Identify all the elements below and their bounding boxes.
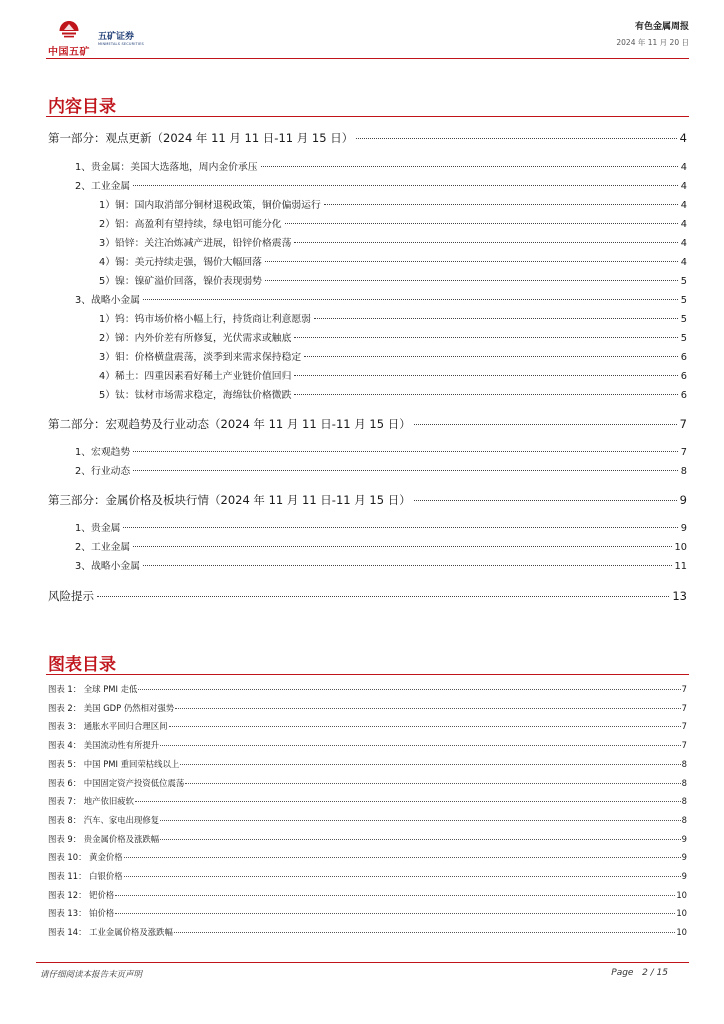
toc-entry[interactable] <box>99 368 687 382</box>
figure-entry-page: 9 <box>681 871 687 881</box>
toc-entry-label: 1）铜：国内取消部分铜材退税政策，铜价偏弱运行 <box>99 200 321 211</box>
toc-entry-page: 13 <box>672 589 687 603</box>
toc-entry-page: 5 <box>680 295 687 306</box>
figure-entry-label: 图表 7： 地产依旧疲软 <box>48 796 135 807</box>
toc-entry[interactable] <box>75 159 687 173</box>
figure-entry[interactable] <box>48 814 687 826</box>
toc-entry[interactable] <box>99 349 687 363</box>
figure-entry-label: 图表 11： 白银价格 <box>48 871 123 881</box>
toc-entry-label: 3）铅锌：关注冶炼减产进展，铅锌价格震荡 <box>99 238 292 249</box>
toc-entry-label: 2）铝：高盈利有望持续，绿电铝可能分化 <box>99 219 282 230</box>
toc-entry-label: 4）锡：美元持续走强，锡价大幅回落 <box>99 257 262 268</box>
toc-dot-leader <box>143 299 678 300</box>
toc-entry-page: 9 <box>679 493 687 507</box>
footer-page-indicator <box>611 968 668 978</box>
figure-entry[interactable] <box>48 833 687 845</box>
toc-entry[interactable] <box>75 292 687 306</box>
toc-entry-page: 6 <box>680 352 687 363</box>
figure-dot-leader <box>135 801 681 802</box>
toc-entry-page: 4 <box>680 238 687 249</box>
figure-dot-leader <box>124 876 681 877</box>
toc-entry-label: 2、工业金属 <box>75 181 131 192</box>
toc-entry[interactable] <box>48 588 687 604</box>
toc-entry[interactable] <box>75 539 687 553</box>
figure-entry-label: 图表 9： 贵金属价格及涨跌幅 <box>48 833 160 844</box>
toc-entry[interactable] <box>48 130 687 146</box>
figure-entry-label: 图表 6： 中国固定资产投资低位震荡 <box>48 777 185 788</box>
toc-entry-label: 4）稀土：四重因素看好稀土产业链价值回归 <box>99 371 292 382</box>
toc-dot-leader <box>123 527 677 528</box>
figure-entry-page: 10 <box>676 908 687 919</box>
toc-dot-leader <box>133 470 678 471</box>
toc-entry-label: 5）镍：镍矿溢价回落，镍价表现弱势 <box>99 276 262 287</box>
toc-entry-page: 11 <box>674 561 687 572</box>
toc-dot-leader <box>294 394 677 395</box>
toc-entry-page: 7 <box>679 417 687 431</box>
figure-entry-page: 9 <box>681 852 687 863</box>
toc-entry-label: 1）钨：钨市场价格小幅上行，持货商让利意愿弱 <box>99 314 311 325</box>
figure-entry-page: 8 <box>681 814 687 825</box>
toc-dot-leader <box>294 242 677 243</box>
figure-entry-page: 10 <box>676 927 687 938</box>
figure-entry-page: 8 <box>681 796 687 807</box>
logo-company-name: 中国五矿 <box>48 47 90 58</box>
report-type: 有色金属周报 <box>634 22 689 32</box>
toc-entry-label: 2）锑：内外价差有所修复，光伏需求或触底 <box>99 333 292 344</box>
toc-entry[interactable] <box>75 463 687 477</box>
toc-entry[interactable] <box>75 520 687 534</box>
figure-dot-leader <box>175 708 681 709</box>
figure-entry-page: 10 <box>676 889 687 900</box>
toc-entry-page: 4 <box>680 162 687 173</box>
figure-entry[interactable] <box>48 683 687 695</box>
figure-entry-label: 图表 3： 通胀水平回归合理区间 <box>48 721 168 732</box>
toc-dot-leader <box>314 318 678 319</box>
toc-entry-page: 6 <box>680 371 687 382</box>
footer-disclaimer: 请仔细阅读本报告末页声明 <box>40 970 143 980</box>
figure-entry[interactable] <box>48 777 687 789</box>
toc-dot-leader <box>133 546 671 547</box>
toc-entry-page: 7 <box>680 447 687 458</box>
toc-entry[interactable] <box>99 197 687 211</box>
company-logo <box>46 20 146 58</box>
toc-dot-leader <box>133 185 678 186</box>
figure-entry[interactable] <box>48 870 687 882</box>
figure-entry[interactable] <box>48 907 687 919</box>
toc-entry-page: 5 <box>680 333 687 344</box>
toc-dot-leader <box>265 261 678 262</box>
toc-entry[interactable] <box>99 273 687 287</box>
footer-divider <box>36 962 689 963</box>
toc-entry[interactable] <box>99 387 687 401</box>
toc-entry-label: 3）钼：价格横盘震荡，淡季到来需求保持稳定 <box>99 352 302 363</box>
footer-page-number: 2 / 15 <box>642 968 668 978</box>
figure-entry[interactable] <box>48 758 687 770</box>
figure-entry-page: 8 <box>681 777 687 788</box>
figure-dot-leader <box>169 726 681 727</box>
figure-dot-leader <box>174 932 675 933</box>
toc-entry[interactable] <box>75 178 687 192</box>
minmetals-emblem-icon <box>58 20 80 42</box>
figure-dot-leader <box>185 783 680 784</box>
figure-entry[interactable] <box>48 889 687 901</box>
figure-dot-leader <box>160 745 681 746</box>
figure-entry-page: 7 <box>681 721 687 732</box>
figure-entry[interactable] <box>48 851 687 863</box>
figure-dot-leader <box>124 857 681 858</box>
toc-entry-label: 1、宏观趋势 <box>75 447 131 458</box>
figure-entry-label: 图表 2： 美国 GDP 仍然相对强势 <box>48 702 175 713</box>
logo-securities-english: MINMETALS SECURITIES <box>98 42 144 46</box>
figure-entry[interactable] <box>48 702 687 714</box>
figure-dot-leader <box>115 913 675 914</box>
figure-entry-label: 图表 13： 铂价格 <box>48 908 115 919</box>
toc-dot-leader <box>261 166 678 167</box>
toc-entry-label: 3、战略小金属 <box>75 561 141 572</box>
figure-entry[interactable] <box>48 720 687 732</box>
toc-entry-label: 2、工业金属 <box>75 542 131 553</box>
toc-entry[interactable] <box>75 558 687 572</box>
figure-entry-page: 8 <box>681 758 687 769</box>
toc-title: 内容目录 <box>48 97 116 117</box>
toc-entry[interactable] <box>99 254 687 268</box>
figure-entry-label: 图表 12： 钯价格 <box>48 889 115 900</box>
toc-dot-leader <box>324 204 678 205</box>
toc-dot-leader <box>356 138 676 139</box>
figure-list-title: 图表目录 <box>48 655 116 675</box>
figure-entry-label: 图表 8： 汽车、家电出现修复 <box>48 814 160 825</box>
figure-entry-label: 图表 1： 全球 PMI 走低 <box>48 684 138 694</box>
toc-entry-page: 4 <box>680 257 687 268</box>
figure-dot-leader <box>160 839 681 840</box>
toc-entry[interactable] <box>99 311 687 325</box>
toc-entry-page: 4 <box>680 219 687 230</box>
toc-entry-label: 第三部分：金属价格及板块行情（2024 年 11 月 11 日-11 月 15 日） <box>48 493 411 507</box>
figure-entry-page: 7 <box>681 702 687 713</box>
toc-entry-label: 1、贵金属 <box>75 523 121 534</box>
figure-dot-leader <box>180 764 680 765</box>
figure-list-title-divider <box>46 674 689 675</box>
figure-dot-leader <box>115 895 675 896</box>
toc-entry[interactable] <box>75 444 687 458</box>
toc-dot-leader <box>414 500 677 501</box>
toc-dot-leader <box>133 451 678 452</box>
toc-entry[interactable] <box>48 492 687 508</box>
toc-entry-label: 1、贵金属：美国大选落地，周内金价承压 <box>75 162 258 173</box>
toc-entry[interactable] <box>99 216 687 230</box>
toc-entry[interactable] <box>99 235 687 249</box>
figure-entry-label: 图表 4： 美国流动性有所提升 <box>48 740 160 751</box>
figure-entry-page: 7 <box>681 684 687 694</box>
figure-entry-page: 7 <box>681 740 687 751</box>
figure-entry-label: 图表 10： 黄金价格 <box>48 852 123 863</box>
footer-page-prefix: Page <box>611 968 634 978</box>
header-divider <box>46 58 689 59</box>
toc-dot-leader <box>285 223 678 224</box>
toc-entry-page: 4 <box>680 200 687 211</box>
toc-dot-leader <box>294 375 677 376</box>
figure-entry-label: 图表 5： 中国 PMI 重回荣枯线以上 <box>48 758 180 769</box>
toc-dot-leader <box>265 280 678 281</box>
toc-dot-leader <box>143 565 672 566</box>
toc-entry-page: 9 <box>680 523 687 534</box>
toc-entry[interactable] <box>99 330 687 344</box>
toc-entry-label: 2、行业动态 <box>75 466 131 477</box>
toc-entry-label: 第二部分：宏观趋势及行业动态（2024 年 11 月 11 日-11 月 15 日） <box>48 417 411 431</box>
toc-entry-page: 5 <box>680 276 687 287</box>
toc-entry-label: 第一部分：观点更新（2024 年 11 月 11 日-11 月 15 日） <box>48 131 354 145</box>
figure-entry[interactable] <box>48 739 687 751</box>
figure-dot-leader <box>160 820 681 821</box>
figure-entry[interactable] <box>48 926 687 938</box>
toc-title-divider <box>46 116 689 117</box>
toc-dot-leader <box>304 356 678 357</box>
toc-entry-page: 4 <box>679 131 687 145</box>
toc-entry-page: 6 <box>680 390 687 401</box>
figure-entry[interactable] <box>48 795 687 807</box>
toc-entry-page: 8 <box>680 466 687 477</box>
report-date: 2024 年 11 月 20 日 <box>616 38 689 47</box>
figure-entry-page: 9 <box>681 833 687 844</box>
toc-entry-label: 风险提示 <box>48 589 94 603</box>
toc-entry[interactable] <box>48 416 687 432</box>
toc-entry-page: 4 <box>680 181 687 192</box>
logo-securities-name: 五矿证券 <box>98 32 135 42</box>
toc-entry-page: 5 <box>680 314 687 325</box>
toc-entry-label: 5）钛：钛材市场需求稳定，海绵钛价格微跌 <box>99 390 292 401</box>
toc-entry-page: 10 <box>674 542 687 553</box>
toc-entry-label: 3、战略小金属 <box>75 295 141 306</box>
toc-dot-leader <box>414 424 677 425</box>
figure-entry-label: 图表 14： 工业金属价格及涨跌幅 <box>48 927 173 938</box>
figure-dot-leader <box>138 689 680 690</box>
toc-dot-leader <box>294 337 677 338</box>
toc-dot-leader <box>97 596 669 597</box>
